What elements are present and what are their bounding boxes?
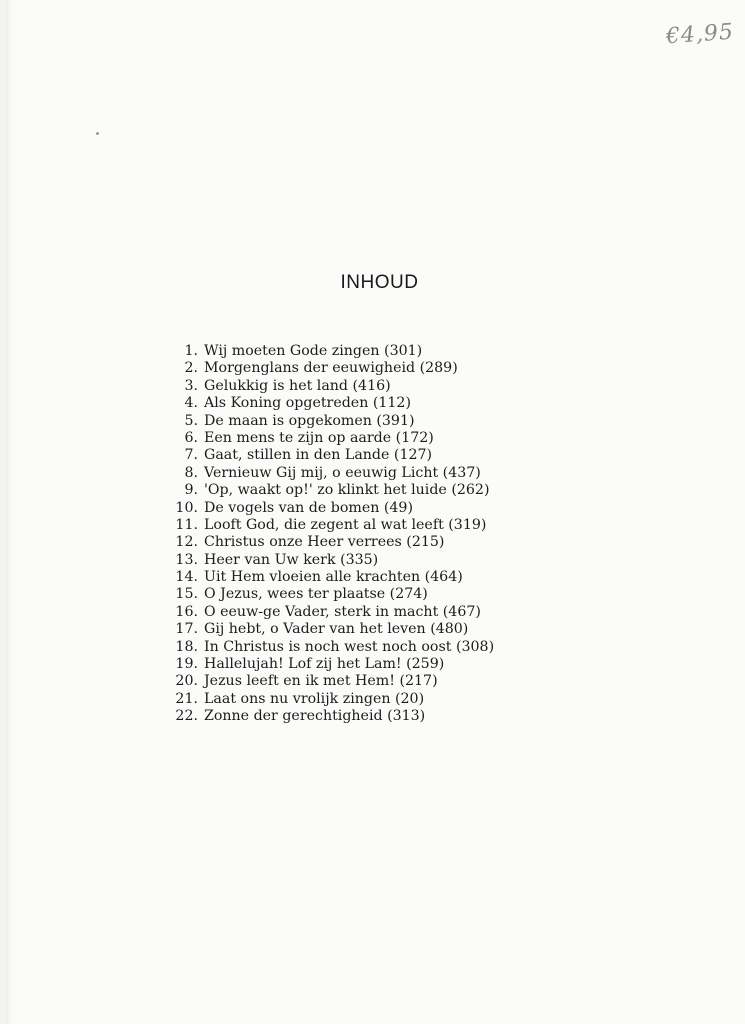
toc-entry-number: 19. xyxy=(175,656,198,673)
toc-entry-number: 17. xyxy=(175,621,198,638)
toc-entry-title: Morgenglans der eeuwigheid (289) xyxy=(204,360,458,377)
toc-entry xyxy=(156,639,494,656)
toc-entry xyxy=(156,604,494,621)
toc-entry-title: O eeuw-ge Vader, sterk in macht (467) xyxy=(204,603,481,620)
table-of-contents xyxy=(156,343,494,726)
toc-entry-title: Vernieuw Gij mij, o eeuwig Licht (437) xyxy=(204,464,481,481)
toc-entry-title: O Jezus, wees ter plaatse (274) xyxy=(204,586,428,603)
toc-entry-number: 21. xyxy=(175,690,198,707)
page xyxy=(6,0,745,1024)
toc-entry xyxy=(156,482,494,499)
toc-entry xyxy=(156,500,494,517)
toc-entry-number: 22. xyxy=(175,708,198,725)
toc-entry-number: 12. xyxy=(175,534,198,551)
toc-entry xyxy=(156,447,494,464)
toc-entry-number: 16. xyxy=(175,603,198,620)
toc-entry xyxy=(156,395,494,412)
toc-entry-title: Hallelujah! Lof zij het Lam! (259) xyxy=(204,656,445,673)
toc-entry xyxy=(156,430,494,447)
toc-entry-number: 14. xyxy=(175,569,198,586)
toc-entry-title: Jezus leeft en ik met Hem! (217) xyxy=(204,673,438,690)
toc-entry-number: 6. xyxy=(184,429,198,446)
toc-entry xyxy=(156,360,494,377)
toc-entry xyxy=(156,673,494,690)
toc-entry xyxy=(156,517,494,534)
toc-entry-number: 3. xyxy=(184,377,198,394)
paper-speck xyxy=(96,132,99,135)
toc-entry-number: 13. xyxy=(175,551,198,568)
toc-entry-title: Als Koning opgetreden (112) xyxy=(204,395,411,412)
toc-entry xyxy=(156,343,494,360)
toc-entry-number: 11. xyxy=(175,516,198,533)
toc-entry-title: De maan is opgekomen (391) xyxy=(204,412,415,429)
toc-entry-number: 10. xyxy=(175,499,198,516)
toc-entry xyxy=(156,413,494,430)
toc-entry xyxy=(156,465,494,482)
toc-entry-title: Heer van Uw kerk (335) xyxy=(204,551,379,568)
toc-entry-number: 4. xyxy=(184,395,198,412)
toc-entry-title: Christus onze Heer verrees (215) xyxy=(204,534,445,551)
toc-entry-number: 5. xyxy=(184,412,198,429)
toc-entry xyxy=(156,534,494,551)
toc-entry-number: 18. xyxy=(175,638,198,655)
toc-entry-title: Looft God, die zegent al wat leeft (319) xyxy=(204,516,487,533)
toc-entry-title: Wij moeten Gode zingen (301) xyxy=(204,343,423,359)
toc-entry xyxy=(156,656,494,673)
toc-entry-title: In Christus is noch west noch oost (308) xyxy=(204,638,495,655)
toc-entry-title: 'Op, waakt op!' zo klinkt het luide (262) xyxy=(204,482,490,499)
toc-entry-title: De vogels van de bomen (49) xyxy=(204,499,413,516)
toc-entry-title: Gaat, stillen in den Lande (127) xyxy=(204,447,433,464)
toc-entry-number: 8. xyxy=(184,464,198,481)
page-title: INHOUD xyxy=(340,272,419,293)
handwritten-price: €4,95 xyxy=(665,19,735,50)
toc-entry-title: Gij hebt, o Vader van het leven (480) xyxy=(204,621,469,638)
toc-entry-title: Uit Hem vloeien alle krachten (464) xyxy=(204,569,463,586)
toc-entry xyxy=(156,586,494,603)
toc-entry-number: 9. xyxy=(184,482,198,499)
toc-entry-number: 15. xyxy=(175,586,198,603)
toc-entry xyxy=(156,708,494,725)
toc-entry xyxy=(156,691,494,708)
toc-entry-number: 1. xyxy=(184,343,198,359)
toc-entry-title: Een mens te zijn op aarde (172) xyxy=(204,429,434,446)
toc-entry-title: Gelukkig is het land (416) xyxy=(204,377,391,394)
toc-entry xyxy=(156,621,494,638)
toc-entry xyxy=(156,569,494,586)
toc-entry-number: 2. xyxy=(184,360,198,377)
toc-entry xyxy=(156,552,494,569)
toc-entry-title: Zonne der gerechtigheid (313) xyxy=(204,708,426,725)
toc-entry-number: 20. xyxy=(175,673,198,690)
toc-entry-title: Laat ons nu vrolijk zingen (20) xyxy=(204,690,425,707)
toc-entry xyxy=(156,378,494,395)
toc-entry-number: 7. xyxy=(184,447,198,464)
